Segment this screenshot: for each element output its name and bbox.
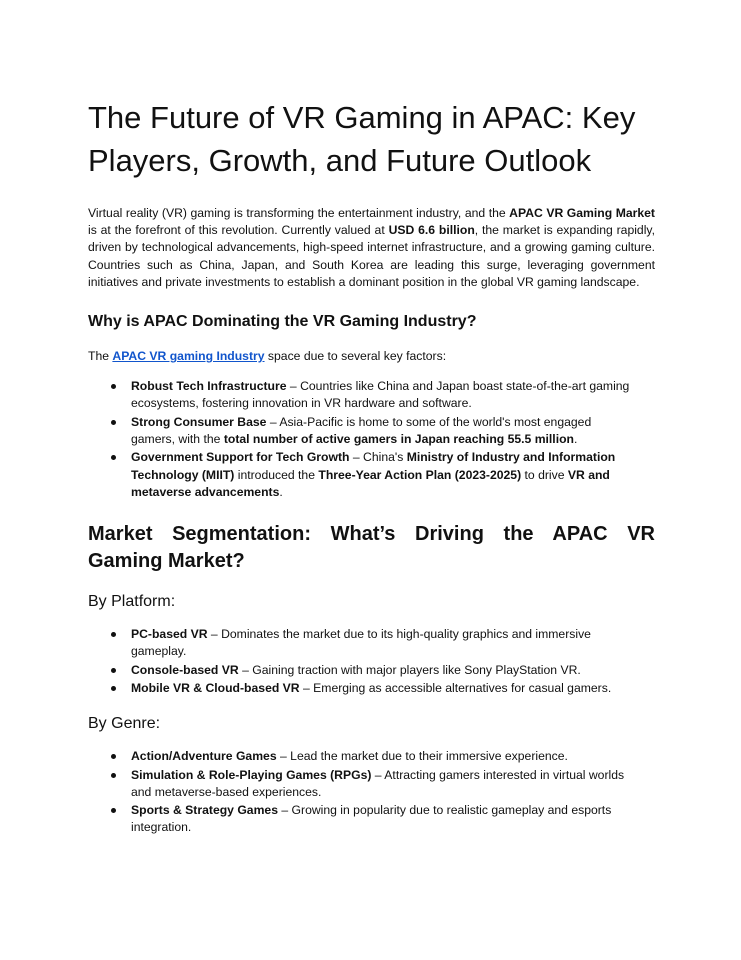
list-item-bold: Robust Tech Infrastructure: [131, 379, 287, 394]
list-item-text: – Growing in popularity due to realistic gameplay and esports integration.: [131, 803, 612, 835]
list-item: [131, 680, 655, 697]
list-item-text: introduced the: [234, 467, 319, 482]
list-item-text: – Attracting gamers interested in virtual worlds and metaverse-based experiences.: [131, 767, 625, 799]
list-item-text: – China's: [349, 450, 407, 465]
intro-text: , the market is expanding rapidly, driven by technological advancements, high-speed internet infrastructure, and a growing gaming culture. Countries such as China, Japan, and South Korea are leading this surge, leveraging government initiatives and private investments to establish a dominant position in the global VR gaming landscape.: [88, 223, 655, 289]
list-item-bold: Sports & Strategy Games: [131, 803, 278, 818]
platform-list: [88, 626, 655, 697]
list-item: [131, 662, 655, 679]
segmentation-heading-line: Market Segmentation: What’s Driving the APAC VR: [88, 523, 655, 546]
list-item: [131, 748, 655, 765]
list-item-text: .: [573, 432, 578, 447]
list-item: [131, 378, 655, 412]
why-lead-text: The: [88, 349, 113, 364]
list-item-text: – Lead the market due to their immersive experience.: [276, 749, 568, 764]
list-item-bold: Ministry of Industry and Information Technology (MIIT): [131, 450, 616, 482]
list-item: [131, 414, 655, 448]
segmentation-heading: [88, 521, 655, 575]
list-item-text: – Gaining traction with major players like Sony PlayStation VR.: [238, 662, 581, 677]
list-item-bold: Government Support for Tech Growth: [131, 450, 350, 465]
list-item-bold: Action/Adventure Games: [131, 749, 277, 764]
list-item-bold: total number of active gamers in Japan reaching 55.5 million: [223, 432, 574, 447]
list-item-bold: Simulation & Role-Playing Games (RPGs): [131, 767, 372, 782]
apac-vr-industry-link[interactable]: APAC VR gaming Industry: [112, 349, 265, 364]
why-list: [88, 378, 655, 501]
list-item-bold: VR and metaverse advancements: [131, 467, 610, 499]
list-item-text: .: [279, 484, 283, 499]
list-item: [131, 767, 655, 801]
list-item-text: to drive: [521, 467, 568, 482]
list-item-bold: PC-based VR: [131, 627, 208, 642]
platform-heading: By Platform:: [88, 593, 176, 611]
genre-heading: By Genre:: [88, 715, 161, 733]
intro-bold-market: APAC VR Gaming Market: [509, 206, 655, 220]
list-item-text: – Asia-Pacific is home to some of the world's most engaged gamers, with the: [131, 414, 592, 447]
list-item-bold: Console-based VR: [131, 662, 239, 677]
document-page: [88, 96, 655, 838]
intro-paragraph: [88, 205, 655, 291]
page-title: The Future of VR Gaming in APAC: Key Players, Growth, and Future Outlook: [88, 100, 636, 178]
list-item-text: – Dominates the market due to its high-quality graphics and immersive gameplay.: [131, 627, 591, 659]
intro-text: is at the forefront of this revolution. Currently valued at: [88, 223, 389, 238]
intro-bold-value: USD 6.6 billion: [388, 223, 475, 238]
segmentation-heading-line: Gaming Market?: [88, 550, 245, 573]
list-item-bold: Three-Year Action Plan (2023-2025): [318, 467, 522, 482]
list-item-text: – Countries like China and Japan boast state-of-the-art gaming ecosystems, fostering innovation in VR hardware and software.: [131, 379, 630, 411]
intro-text: Virtual reality (VR) gaming is transforming the entertainment industry, and the: [88, 206, 510, 220]
list-item-bold: Strong Consumer Base: [131, 414, 267, 429]
list-item: [131, 802, 655, 836]
list-item-bold: Mobile VR & Cloud-based VR: [131, 681, 300, 695]
why-lead-text: space due to several key factors:: [264, 349, 447, 364]
list-item-text: – Emerging as accessible alternatives for casual gamers.: [299, 681, 612, 695]
list-item: [131, 626, 655, 660]
why-lead: [88, 348, 655, 365]
why-heading: Why is APAC Dominating the VR Gaming Industry?: [88, 313, 477, 331]
genre-list: [88, 748, 655, 836]
list-item: [131, 449, 655, 501]
